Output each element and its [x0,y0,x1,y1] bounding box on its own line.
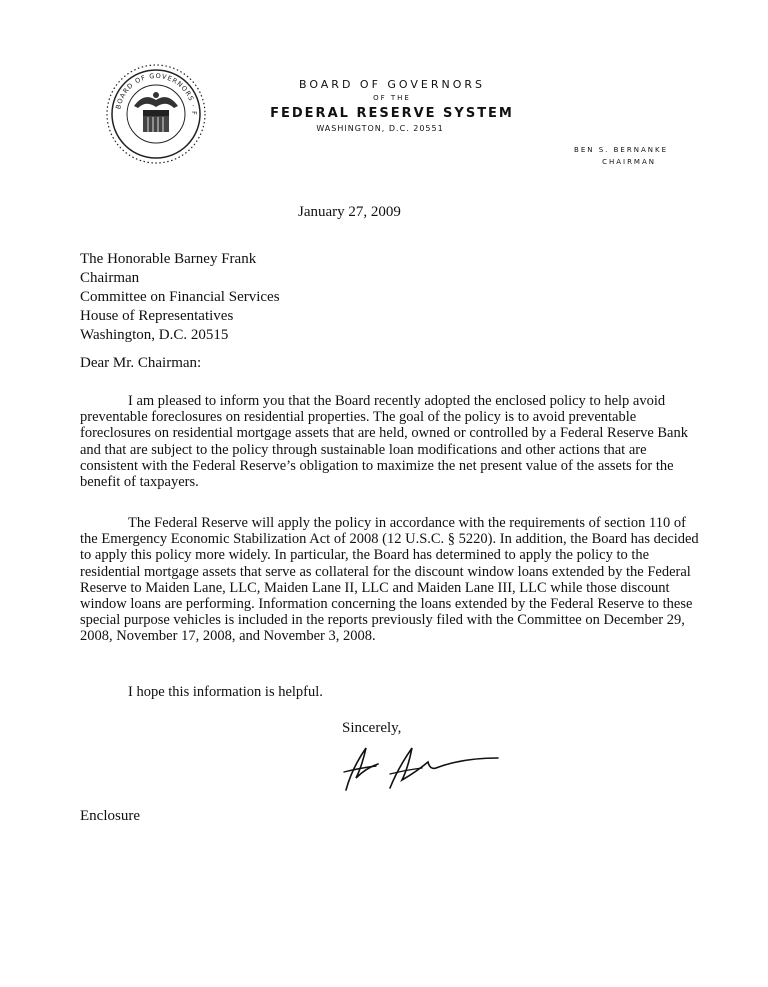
letterhead-line-2: OF THE [373,94,411,102]
recipient-line: The Honorable Barney Frank [80,251,257,267]
recipient-line: Committee on Financial Services [80,289,280,305]
paragraph-text: I am pleased to inform you that the Board recently adopted the enclosed policy to help avoid preventable foreclosures on residential properties. The goal of the policy is to avoid preventable foreclosures on residential mortgage assets that are held, owned or controlled by a Federal Reserve Bank and that are subject to the policy through sustainable loan modifications and other actions that are consistent with the Federal Reserve’s obligation to maximize the net present value of the assets for the benefit of taxpayers. [80,393,688,491]
body-paragraph [80,684,700,700]
recipient-line: House of Representatives [80,308,234,324]
body-paragraph [80,393,700,490]
paragraph-text: I hope this information is helpful. [128,684,323,700]
svg-text:BOARD OF GOVERNORS · FEDERAL R: BOARD OF GOVERNORS · F [114,71,199,116]
body-paragraph [80,515,700,645]
letter-date: January 27, 2009 [298,204,401,220]
letterhead-address: WASHINGTON, D.C. 20551 [316,124,444,133]
paragraph-text: The Federal Reserve will apply the policy in accordance with the requirements of section 110 of the Emergency Economic Stabilization Act of 2008 (12 U.S.C. § 5220). In addition, the Board has decided to apply this policy more widely. In particular, the Board has determined to apply the policy to the residential mortgage assets that serve as collateral for the discount window loans extended by the Federal Reserve to Maiden Lane, LLC, Maiden Lane II, LLC and Maiden Lane III, LLC while those discount window loans are performing. Information concerning the loans extended by the Federal Reserve to these special purpose vehicles is included in the reports previously filed with the Committee on December 29, 2008, November 17, 2008, and November 3, 2008. [80,515,699,645]
letterhead-line-3: FEDERAL RESERVE SYSTEM [270,106,514,121]
salutation: Dear Mr. Chairman: [80,355,202,371]
recipient-line: Chairman [80,270,140,286]
letterhead-line-1: BOARD OF GOVERNORS [298,78,486,91]
signature-icon [332,738,512,798]
sender-name: BEN S. BERNANKE [574,146,668,154]
signature [332,738,512,798]
closing: Sincerely, [342,720,402,736]
enclosure-note: Enclosure [80,808,140,824]
sender-title: CHAIRMAN [602,158,656,166]
recipient-line: Washington, D.C. 20515 [80,327,229,343]
recipient-address [80,250,280,345]
